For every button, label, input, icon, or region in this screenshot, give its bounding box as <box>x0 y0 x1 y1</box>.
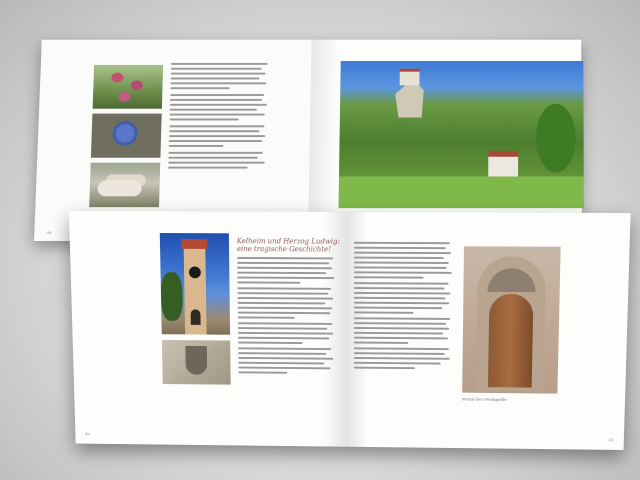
front-left-page <box>69 211 346 447</box>
chapter-heading: Kelheim und Herzog Ludwig: eine tragische Geschichte! <box>236 237 340 254</box>
page-number: 41 <box>608 437 614 443</box>
front-book-spread <box>69 211 631 450</box>
front-left-text-column <box>237 257 336 377</box>
sheep-photo <box>89 163 160 207</box>
back-left-text-column <box>168 63 270 172</box>
portal-caption: Portal der Ottokapelle <box>462 396 507 402</box>
page-number: 40 <box>84 431 90 437</box>
front-right-text-column <box>354 242 454 373</box>
flower-photo <box>93 65 164 109</box>
blue-flower-photo <box>91 114 162 158</box>
page-number: 38 <box>46 230 52 236</box>
castle-landscape-photo <box>338 61 583 208</box>
clock-tower-photo <box>160 233 230 335</box>
stone-relief-photo <box>162 340 231 385</box>
back-right-page <box>308 40 582 241</box>
front-right-page <box>346 212 631 450</box>
romanesque-portal-photo <box>462 246 561 393</box>
